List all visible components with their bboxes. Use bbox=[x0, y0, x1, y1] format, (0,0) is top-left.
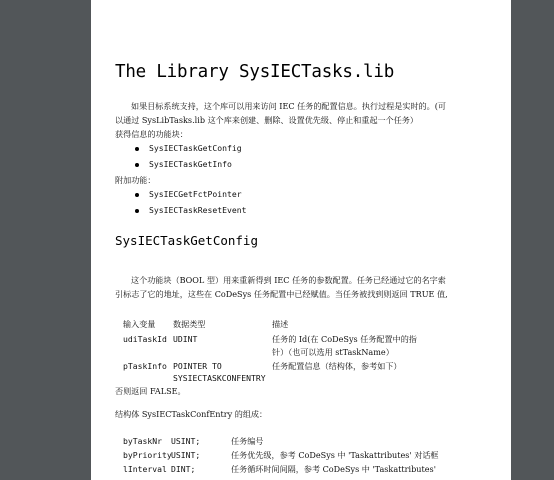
info-heading: 获得信息的功能块： bbox=[115, 129, 188, 139]
struct-field-type: DINT; bbox=[171, 464, 196, 474]
struct-field-name: lInterval bbox=[123, 464, 167, 474]
table-cell-type: UDINT bbox=[173, 334, 198, 344]
intro-paragraph-line-1: 如果目标系统支持，这个库可以用来访问 IEC 任务的配置信息。执行过程是实时的。(可 bbox=[131, 101, 446, 111]
table-cell-desc: 任务配置信息（结构体，参考如下） bbox=[272, 361, 402, 371]
table-cell-desc: 任务的 Id(在 CoDeSys 任务配置中的指 bbox=[272, 334, 417, 344]
struct-field-type: USINT; bbox=[171, 436, 201, 446]
bullet-icon bbox=[135, 163, 139, 167]
list-item: SysIECTaskGetInfo bbox=[149, 159, 232, 169]
struct-field-name: byPriority bbox=[123, 450, 172, 460]
struct-field-desc: 任务编号 bbox=[231, 436, 264, 446]
struct-field-desc: 任务优先级，参考 CoDeSys 中 'Taskattributes' 对话框 bbox=[231, 450, 439, 460]
section-title: SysIECTaskGetConfig bbox=[115, 233, 258, 248]
table-cell-var: udiTaskId bbox=[123, 334, 167, 344]
table-cell-type: POINTER TO bbox=[173, 361, 222, 371]
table-cell-var: pTaskInfo bbox=[123, 361, 167, 371]
bullet-icon bbox=[135, 193, 139, 197]
document-page bbox=[91, 0, 511, 480]
struct-field-desc: 任务循环时间间隔，参考 CoDeSys 中 'Taskattributes' bbox=[231, 464, 436, 474]
bullet-icon bbox=[135, 147, 139, 151]
page-title: The Library SysIECTasks.lib bbox=[115, 62, 395, 82]
table-header-variable: 输入变量 bbox=[123, 319, 156, 329]
description-line-2: 引标志了它的地址，这些在 CoDeSys 任务配置中已经赋值。当任务被找到则返回 TRUE 值, bbox=[115, 289, 448, 299]
description-line-1: 这个功能块（BOOL 型）用来重新得到 IEC 任务的参数配置。任务已经通过它的名字索 bbox=[131, 275, 446, 285]
bullet-icon bbox=[135, 209, 139, 213]
table-cell-desc: 针）（也可以选用 stTaskName） bbox=[272, 347, 394, 357]
else-text: 否则返回 FALSE。 bbox=[115, 386, 186, 396]
list-item: SysIECTaskResetEvent bbox=[149, 205, 247, 215]
table-header-description: 描述 bbox=[272, 319, 289, 329]
table-cell-type: SYSIECTASKCONFENTRY bbox=[173, 373, 266, 383]
list-item: SysIECGetFctPointer bbox=[149, 189, 242, 199]
struct-intro: 结构体 SysIECTaskConfEntry 的组成： bbox=[115, 409, 268, 419]
extra-heading: 附加功能： bbox=[115, 175, 156, 185]
table-header-type: 数据类型 bbox=[173, 319, 206, 329]
struct-field-name: byTaskNr bbox=[123, 436, 162, 446]
list-item: SysIECTaskGetConfig bbox=[149, 143, 242, 153]
struct-field-type: USINT; bbox=[171, 450, 201, 460]
intro-paragraph-line-2: 以通过 SysLibTasks.lib 这个库来创建、删除、设置优先级、停止和重起一个任务） bbox=[115, 115, 419, 125]
